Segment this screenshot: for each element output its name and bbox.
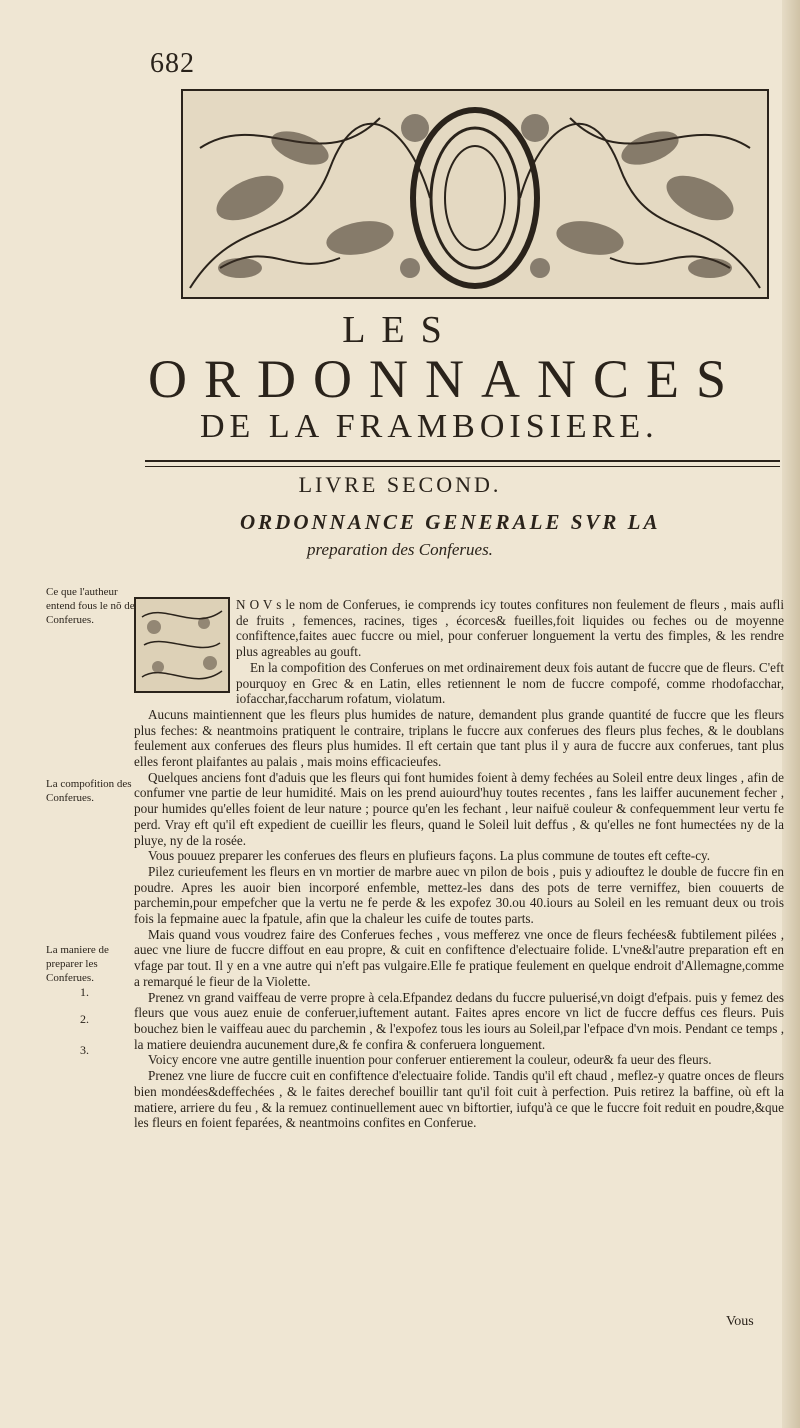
paragraph: Prenez vne liure de fuccre cuit en confiftence d'electuaire folide. Tandis qu'il eft chaud , meflez-y quatre onces de fleurs bien mondées&deffechées , & le faites derechef bouillir tant qu'il foit cuit à perfection. Puis retirez la baffine, où eft la matiere, arriere du feu , & la remuez continuellement auec vn biftortier, iufqu'à ce que le fuccre foit reduit en poudre,&que les fleurs en foient feparées, & neantmoins confites en Conferue. <box>134 1068 784 1131</box>
page-number: 682 <box>150 48 195 79</box>
paragraph: Aucuns maintiennent que les fleurs plus humides de nature, demandent plus grande quantité de fuccre que les fleurs plus feches: & neantmoins pratiquent le contraire, triplans le fuccre aux conferues des fleurs plus feches, & le doublans feulement aux conferues des fleurs plus humides. Il eft certain que tant plus il y aura de fuccre aux conferues, tant plus elles feront plaifantes au palais , mais moins efficacieufes. <box>134 706 784 770</box>
title-main: ORDONNANCES <box>148 349 744 409</box>
margin-note: La maniere de preparer les Conferues. <box>46 944 109 984</box>
paragraph: N O V s le nom de Conferues, ie comprends icy toutes confitures non feulement de fleurs , mais aufli de fruits , femences, racines, tiges , écorces& fueilles,foit liquides ou feches ou de moyenne confiftence,faites auec fuccre ou miel, pour conferuer longuement la vertu des fimples, & les rendre plus agreables au gouft. <box>236 597 784 660</box>
chapter-subheading: preparation des Conferues. <box>307 540 493 559</box>
paragraph: En la compofition des Conferues on met ordinairement deux fois autant de fuccre que de fleurs. C'eft pourquoy en Grec & en Latin, elles retiennent le nom de fuccre compofé, comme rhodofacchar, iofacchar,faccharum rofatum, violatum. <box>236 659 784 707</box>
list-marker: 1. <box>80 985 89 999</box>
margin-note: La compofition des Conferues. <box>46 778 132 804</box>
decorated-initial-ornament <box>134 597 230 693</box>
chapter-heading: ORDONNANCE GENERALE SVR LA <box>240 510 661 534</box>
title-les: LES <box>342 309 458 351</box>
title-rule-divider <box>145 460 780 467</box>
book-heading: LIVRE SECOND. <box>298 472 502 497</box>
paragraph: Prenez vn grand vaiffeau de verre propre à cela.Efpandez dedans du fuccre puluerisé,vn doigt d'efpais. puis y femez des fleurs que vous auez enuie de conferuer,iuftement autant. Faites apres encore vn lict de fuccre deffus ces fleurs. Puis bouchez bien le vaiffeau auec du parchemin , & l'expofez tous les iours au Soleil,par l'efpace d'vn mois. Pendant ce temps , la matiere deuiendra aucunement dure,& fe confira & conferuera longuement. <box>134 989 784 1052</box>
paragraph: Pilez curieufement les fleurs en vn mortier de marbre auec vn pilon de bois , puis y adiouftez le double de fuccre fin en poudre. Apres les auoir bien incorporé enfemble, mettez-les dans des pots de terre verniffez, bien couuerts de parchemin,pour empefcher que la vertu ne fe perde & les expofez 30.ou 40.iours au Soleil en les remuant deux ou trois fois la fepmaine auec la fpatule, afin que la chaleur les cuife de toutes parts. <box>134 863 784 927</box>
woodcut-headpiece-ornament <box>180 88 770 300</box>
margin-note: Ce que l'autheur entend fous le nõ de Conferues. <box>46 586 135 626</box>
paragraph: Voicy encore vne autre gentille inuention pour conferuer entierement la couleur, odeur& fa ueur des fleurs. <box>148 1052 712 1068</box>
paragraph: Mais quand vous voudrez faire des Conferues feches , vous mefferez vne once de fleurs fechées& fubtilement pilées , auec vne liure de fuccre diffout en eau propre, & cuit en confiftence d'electuaire folide. L'vne&l'autre preparation eft en vfage par tout. Il y en a vne autre qui n'eft pas vulgaire.Elle fe pratique feulement en quelque endroit d'Allemagne,comme a remarqué le fieur de la Violette. <box>134 926 784 989</box>
paragraph: Vous pouuez preparer les conferues des fleurs en plufieurs façons. La plus commune de toutes eft cefte-cy. <box>148 848 711 864</box>
title-subtitle: DE LA FRAMBOISIERE. <box>200 408 659 445</box>
main-text-column <box>134 597 784 1131</box>
list-marker: 3. <box>80 1043 89 1057</box>
paragraph: Quelques anciens font d'aduis que les fleurs qui font humides foient à demy fechées au Soleil entre deux linges , afin de confumer vne partie de leur humidité. Mais on les prend auiourd'huy toutes recentes , fans les laiffer aucunement fecher , pour humides qu'elles foient de leur nature ; pource qu'en les fechant , leur naifuë couleur & confequemment leur vertu fe perd. Vray eft qu'il eft expedient de cueillir les fleurs, quand le Soleil luit deffus , & qu'elles ne font humectées ny de la pluye, ny de la rosée. <box>134 769 784 848</box>
page-gutter <box>782 0 800 1428</box>
list-marker: 2. <box>80 1012 89 1026</box>
catchword: Vous <box>726 1314 754 1329</box>
